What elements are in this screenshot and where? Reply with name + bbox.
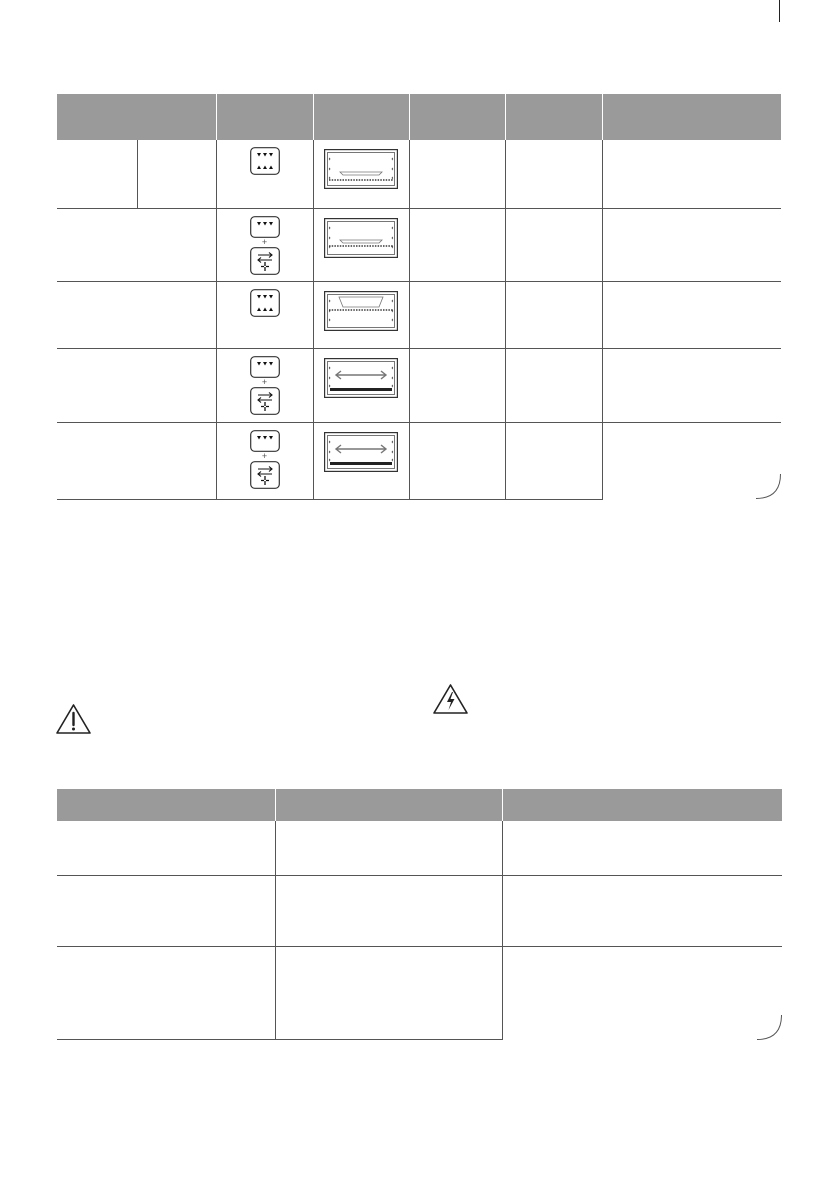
crop-mark <box>779 0 780 22</box>
fan-icon <box>250 461 280 489</box>
header-cell-time <box>505 94 602 140</box>
time-cell <box>505 281 602 348</box>
solution-cell <box>502 821 782 875</box>
food-cell <box>57 348 216 422</box>
notes-cell <box>602 281 781 348</box>
troubleshooting-table-header <box>57 789 782 821</box>
cooking-table-header <box>57 94 781 140</box>
function-cell <box>216 422 313 499</box>
function-cell <box>216 348 313 422</box>
top-bottom-heat-icon <box>250 289 280 317</box>
cooking-guide-table <box>57 94 781 500</box>
cause-cell <box>275 946 502 1039</box>
tray-on-middle-rack-icon <box>324 218 398 258</box>
table-row <box>57 875 782 946</box>
dish-on-middle-rack-icon <box>324 291 398 331</box>
header-cell-notes <box>602 94 781 140</box>
plus-sign: + <box>261 236 268 247</box>
function-cell <box>216 208 313 281</box>
food-cell <box>57 140 137 208</box>
header-cell-shelf <box>313 94 409 140</box>
problem-cell <box>57 875 275 946</box>
shelf-cell <box>313 422 409 499</box>
food-cell <box>57 422 216 499</box>
temperature-cell <box>409 281 505 348</box>
time-cell <box>505 208 602 281</box>
shelf-cell <box>313 281 409 348</box>
notes-cell <box>602 348 781 422</box>
solution-cell <box>502 946 782 1039</box>
function-cell <box>216 281 313 348</box>
temperature-cell <box>409 140 505 208</box>
top-heat-icon <box>250 216 280 238</box>
top-heat-icon <box>250 430 280 452</box>
time-cell <box>505 140 602 208</box>
problem-cell <box>57 821 275 875</box>
shelf-cell <box>313 208 409 281</box>
shelf-cell <box>313 348 409 422</box>
notes-cell <box>602 208 781 281</box>
warning-triangle-icon <box>55 703 92 735</box>
header-cell-cause <box>275 789 502 821</box>
solution-cell <box>502 875 782 946</box>
temperature-cell <box>409 422 505 499</box>
table-corner-curve <box>756 474 782 500</box>
electric-shock-icon <box>432 683 469 715</box>
problem-cell <box>57 946 275 1039</box>
table-row <box>57 821 782 875</box>
top-heat-icon <box>250 356 280 378</box>
plus-sign: + <box>261 450 268 461</box>
cause-cell <box>275 821 502 875</box>
table-row <box>57 946 782 1039</box>
top-bottom-heat-icon <box>250 147 280 175</box>
notes-cell <box>602 422 781 499</box>
tray-on-lower-rack-icon <box>324 149 398 189</box>
grill-shelf-arrow-icon <box>324 432 398 472</box>
temperature-cell <box>409 348 505 422</box>
grill-shelf-arrow-icon <box>324 358 398 398</box>
header-cell-temperature <box>409 94 505 140</box>
temperature-cell <box>409 208 505 281</box>
plus-sign: + <box>261 376 268 387</box>
table-row <box>57 348 781 422</box>
time-cell <box>505 348 602 422</box>
table-row <box>57 140 781 208</box>
notes-cell <box>602 140 781 208</box>
cause-cell <box>275 875 502 946</box>
table-row <box>57 281 781 348</box>
shelf-cell <box>313 140 409 208</box>
table-row <box>57 422 781 499</box>
header-cell-function <box>216 94 313 140</box>
header-cell-problem <box>57 789 275 821</box>
table-corner-curve <box>757 1015 783 1041</box>
food-cell <box>57 208 216 281</box>
time-cell <box>505 422 602 499</box>
food-sub-cell <box>137 140 216 208</box>
fan-icon <box>250 247 280 275</box>
header-cell-solution <box>502 789 782 821</box>
troubleshooting-table <box>57 789 782 1040</box>
header-cell-food <box>57 94 216 140</box>
table-row <box>57 208 781 281</box>
food-cell <box>57 281 216 348</box>
function-cell <box>216 140 313 208</box>
fan-icon <box>250 387 280 415</box>
